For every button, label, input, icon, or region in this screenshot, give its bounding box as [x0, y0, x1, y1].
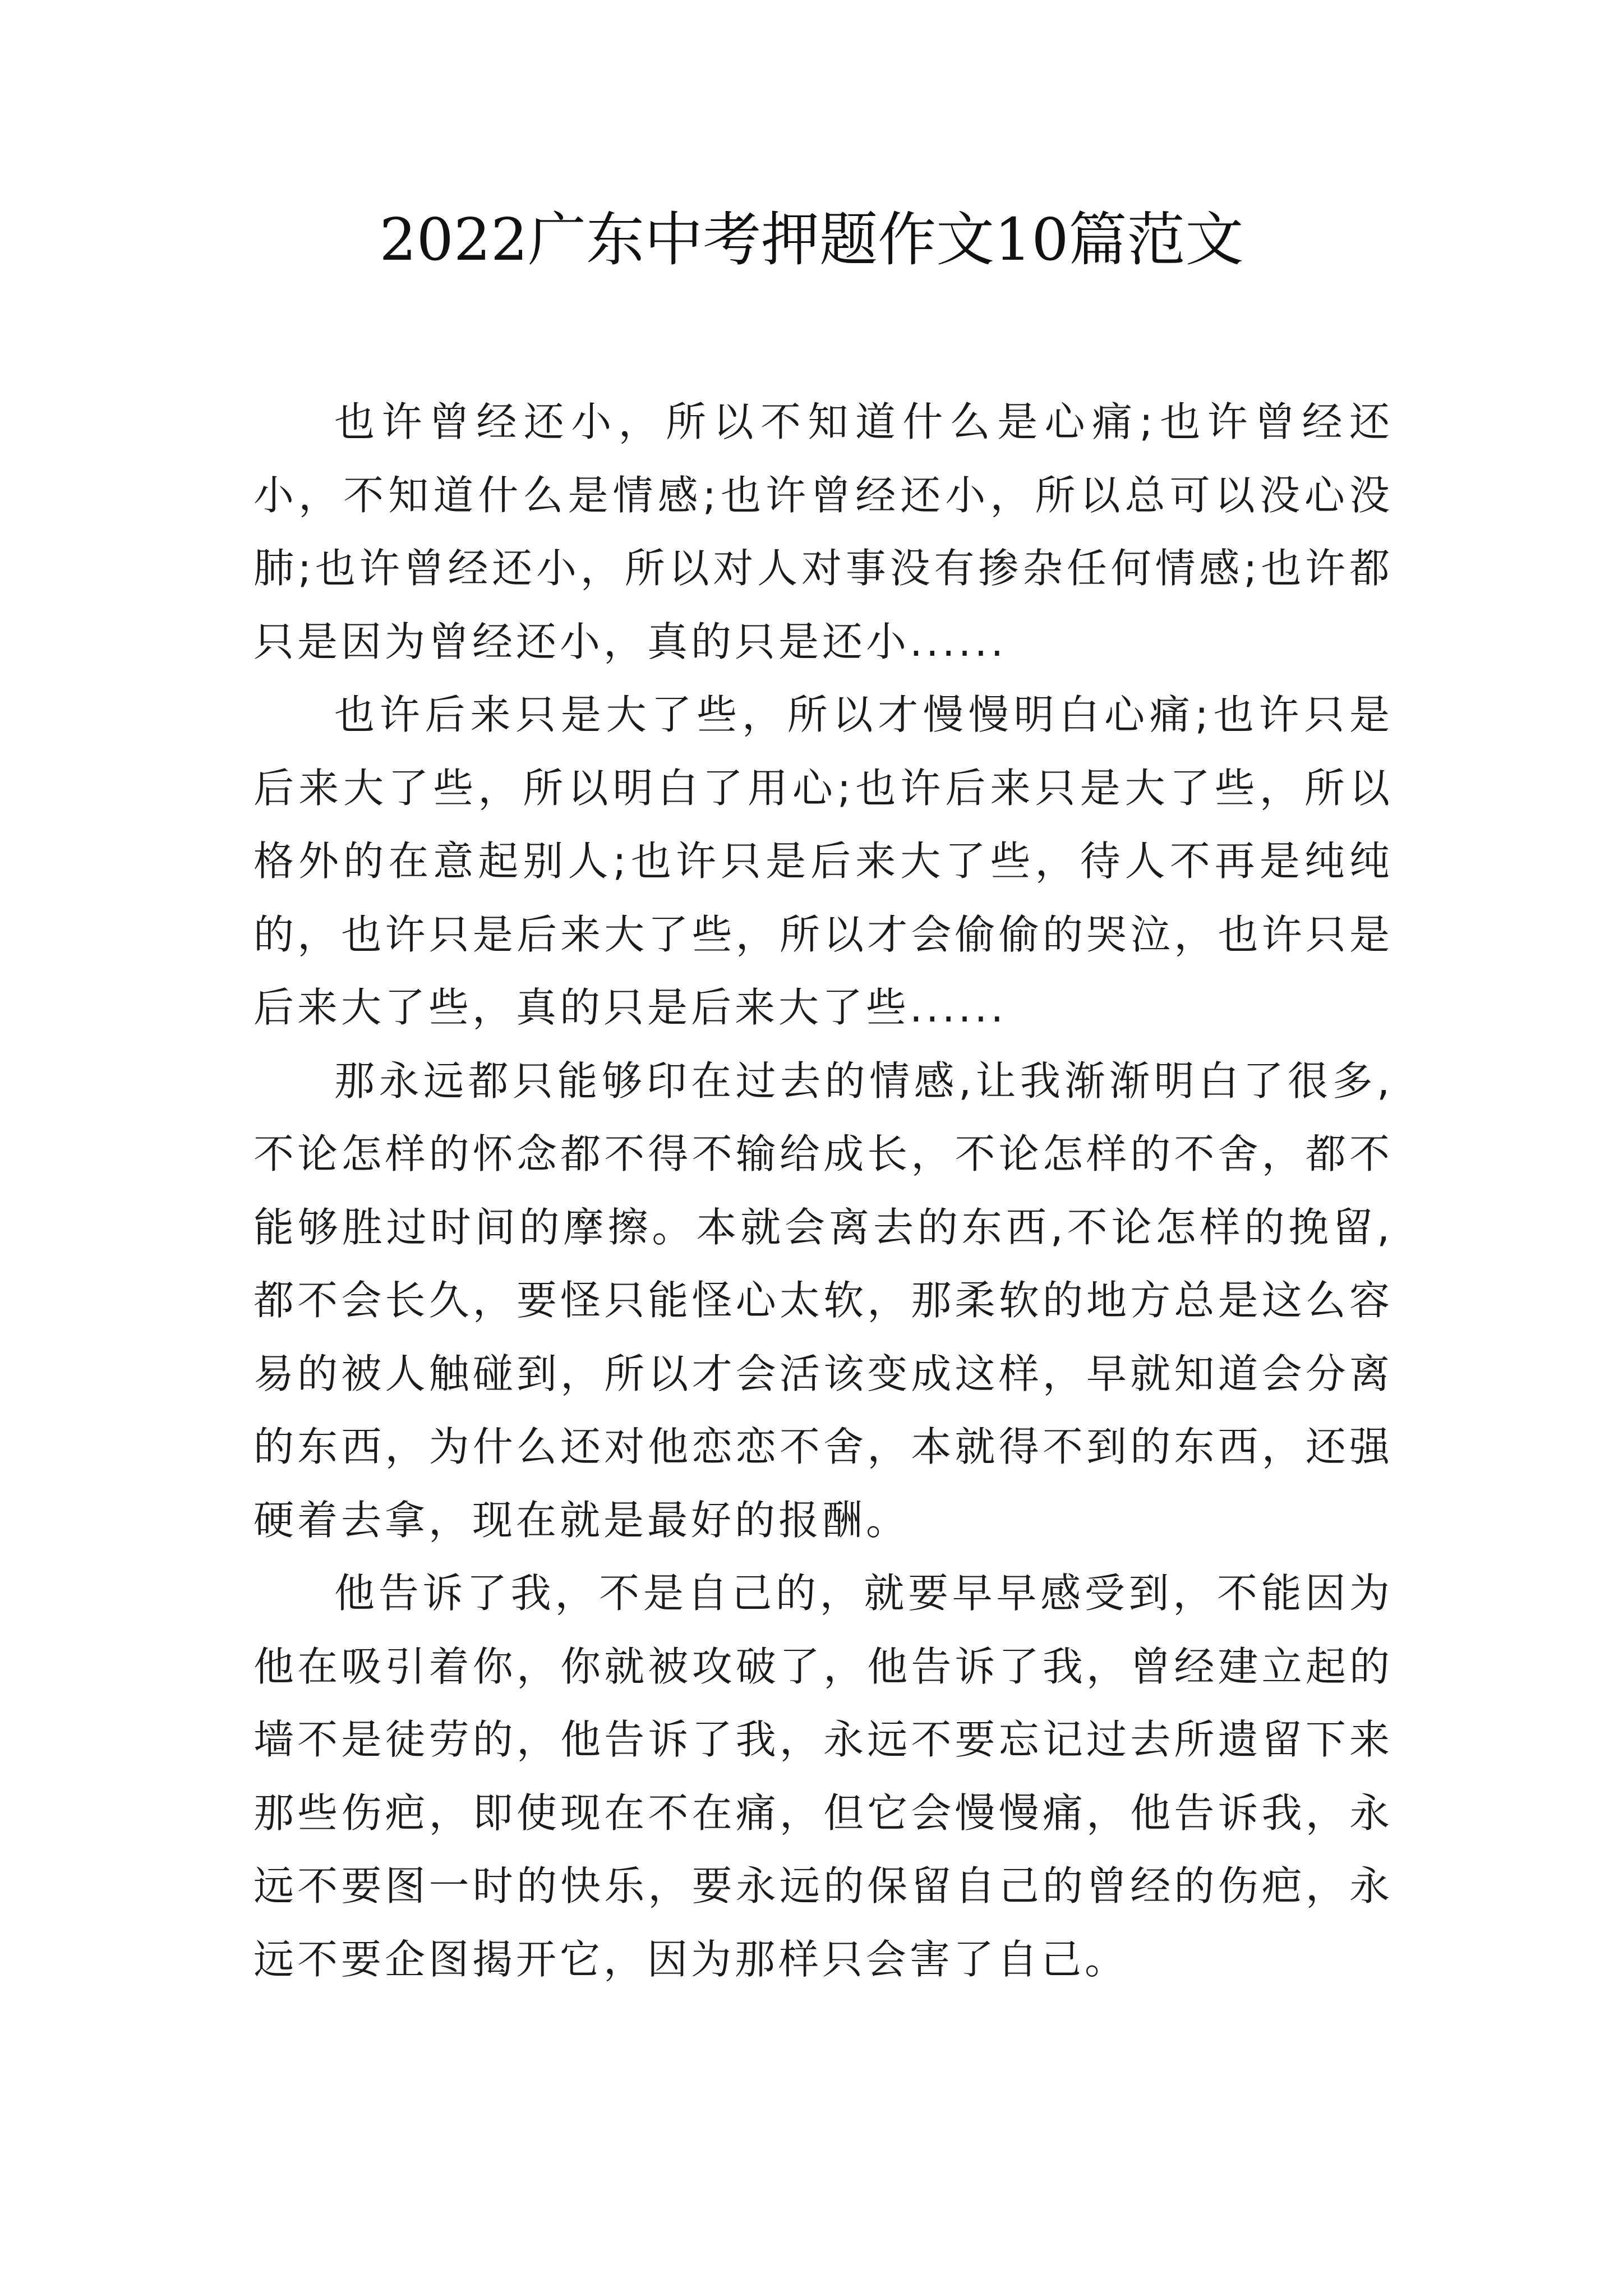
paragraph-2: 也许后来只是大了些，所以才慢慢明白心痛;也许只是后来大了些，所以明白了用心;也许后来只是大了些，所以格外的在意起别人;也许只是后来大了些，待人不再是纯纯的，也许只是后来大了些，所以才会偷偷的哭泣，也许只是后来大了些，真的只是后来大了些...... [253, 691, 1393, 1031]
document-title: 2022广东中考押题作文10篇范文 [379, 205, 1244, 274]
paragraph-4: 他告诉了我，不是自己的，就要早早感受到，不能因为他在吸引着你，你就被攻破了，他告诉了我，曾经建立起的墙不是徒劳的，他告诉了我，永远不要忘记过去所遗留下来那些伤疤，即使现在不在痛，但它会慢慢痛，他告诉我，永远不要图一时的快乐，要永远的保留自己的曾经的伤疤，永远不要企图揭开它，因为那样只会害了自己。 [253, 1570, 1393, 1983]
paragraph-1: 也许曾经还小，所以不知道什么是心痛;也许曾经还小，不知道什么是情感;也许曾经还小，所以总可以没心没肺;也许曾经还小，所以对人对事没有掺杂任何情感;也许都只是因为曾经还小，真的只是还小...... [253, 398, 1393, 665]
paragraph-3: 那永远都只能够印在过去的情感,让我渐渐明白了很多,不论怎样的怀念都不得不输给成长，不论怎样的不舍，都不能够胜过时间的摩擦。本就会离去的东西,不论怎样的挽留,都不会长久，要怪只能怪心太软，那柔软的地方总是这么容易的被人触碰到，所以才会活该变成这样，早就知道会分离的东西，为什么还对他恋恋不舍，本就得不到的东西，还强硬着去拿，现在就是最好的报酬。 [253, 1057, 1393, 1544]
essay-body [253, 385, 1393, 1996]
